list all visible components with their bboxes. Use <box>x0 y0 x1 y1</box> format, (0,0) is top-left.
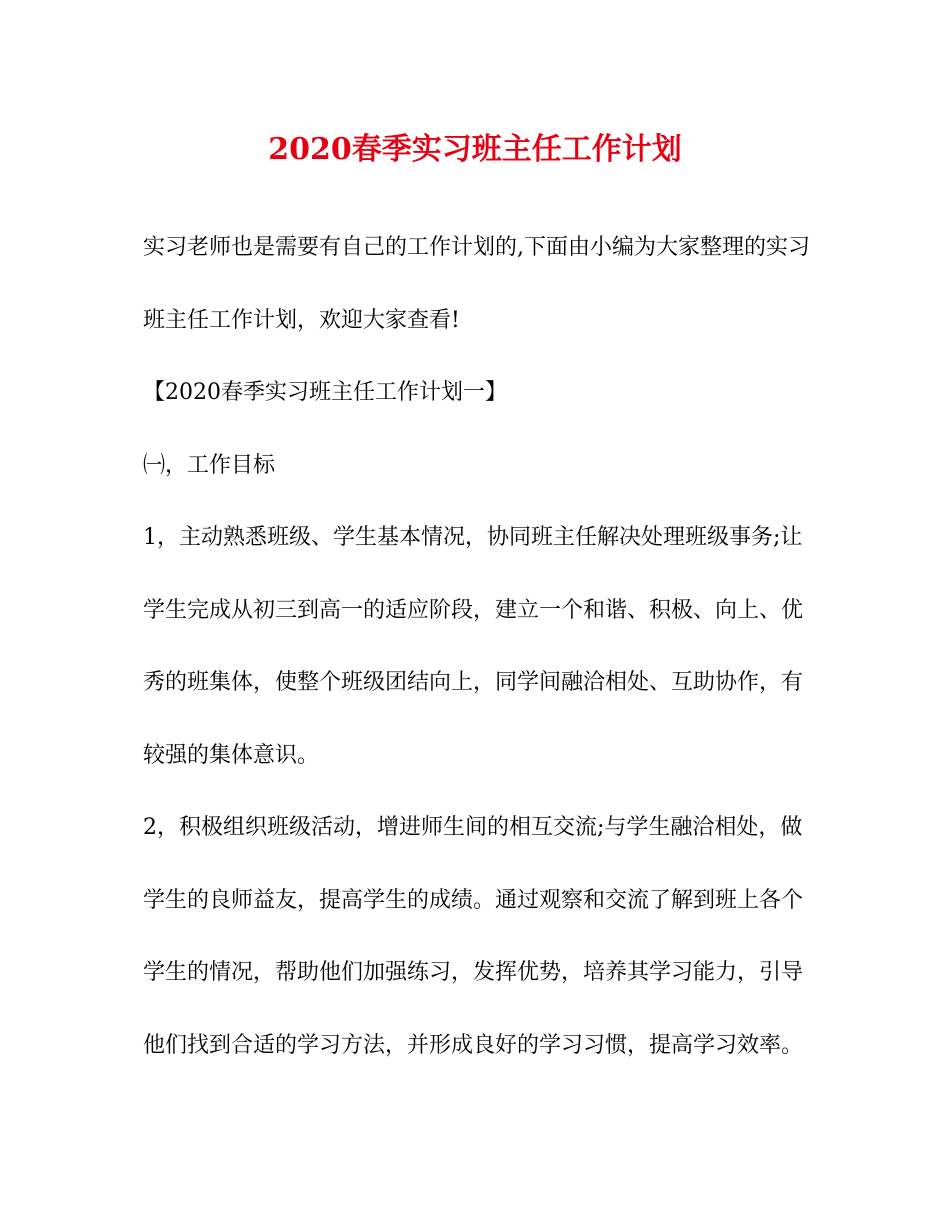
paragraph-item-2: 2，积极组织班级活动，增进师生间的相互交流;与学生融洽相处，做学生的良师益友，提高学生的成绩。通过观察和交流了解到班上各个学生的情况，帮助他们加强练习，发挥优势，培养其学习能力，引导他们找到合适的学习方法，并形成良好的学习习惯，提高学习效率。 <box>143 815 804 1058</box>
document-title: 2020春季实习班主任工作计划 <box>268 132 682 167</box>
document-body <box>143 212 813 1082</box>
paragraph-intro: 实习老师也是需要有自己的工作计划的,下面由小编为大家整理的实习班主任工作计划，欢迎大家查看! <box>143 235 810 333</box>
paragraph-item-1: 1，主动熟悉班级、学生基本情况，协同班主任解决处理班级事务;让学生完成从初三到高一的适应阶段，建立一个和谐、积极、向上、优秀的班集体，使整个班级团结向上，同学间融洽相处、互助协作，有较强的集体意识。 <box>143 525 804 768</box>
subsection-heading: ㈠，工作目标 <box>143 452 276 478</box>
section-heading: 【2020春季实习班主任工作计划一】 <box>143 380 507 405</box>
